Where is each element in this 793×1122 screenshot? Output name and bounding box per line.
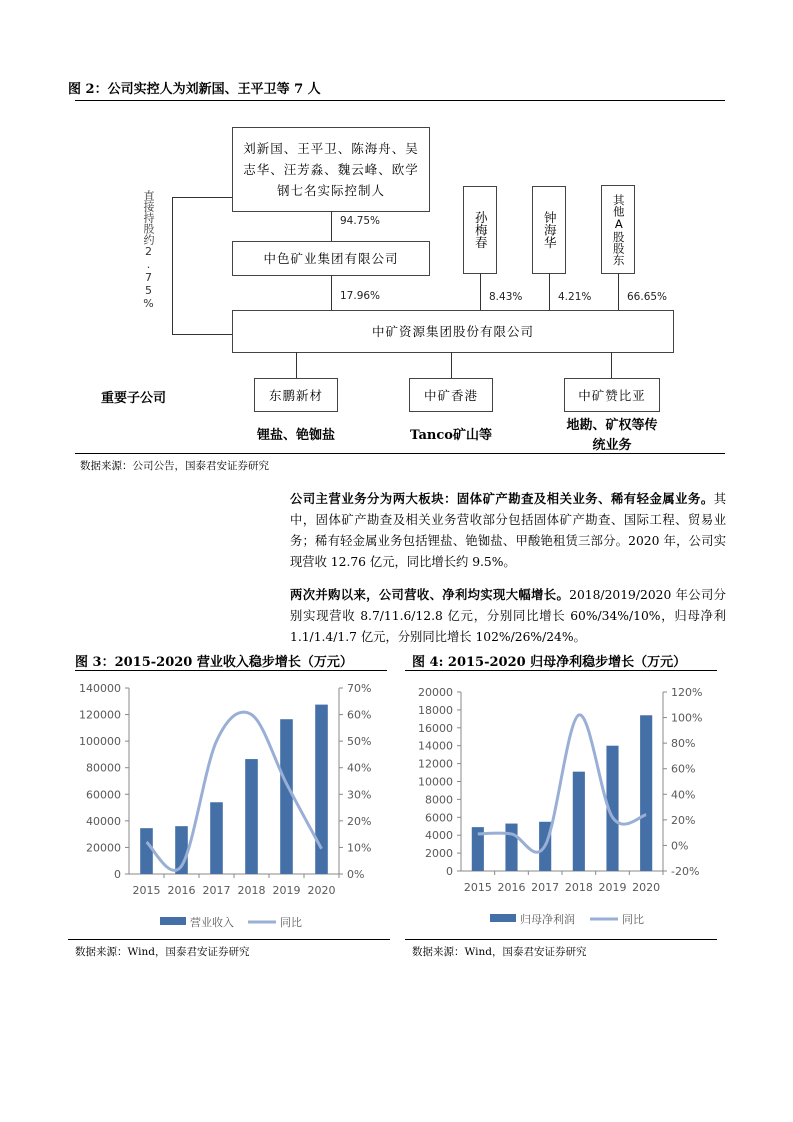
connector [172,197,173,334]
y-tick-label: 80000 [86,761,121,775]
y-tick-label: 6000 [425,811,453,825]
divider [405,670,717,671]
yoy-line [478,715,646,852]
connector [480,273,481,311]
divider [75,100,725,101]
y2-tick-label: 40% [347,761,372,775]
legend-line-label: 同比 [280,916,302,929]
shareholder-box: 孙梅春 [463,186,497,274]
legend-line-label: 同比 [622,913,644,926]
y2-tick-label: 60% [347,708,372,722]
y2-tick-label: 20% [671,813,696,827]
x-tick-label: 2016 [167,884,196,897]
controllers-pct: 94.75% [340,215,381,227]
paragraph-lead: 公司主营业务分为两大板块：固体矿产勘查及相关业务、稀有轻金属业务。 [290,491,714,506]
divider [75,670,387,671]
y-tick-label: 40000 [86,814,121,828]
y2-tick-label: 70% [347,682,372,695]
subsidiaries-label: 重要子公司 [101,391,167,406]
connector [331,275,332,311]
y-tick-label: 20000 [418,686,453,699]
x-tick-label: 2019 [598,881,627,894]
shareholder-pct: 8.43% [489,291,523,303]
y-tick-label: 60000 [86,788,121,802]
y2-tick-label: 120% [671,686,703,699]
figure-4-title: 图 4: 2015-2020 归母净利稳步增长（万元） [412,655,687,670]
bar [505,824,517,871]
y-tick-label: 4000 [425,829,453,843]
paragraph [290,584,726,648]
divider [75,453,725,454]
parent-pct: 17.96% [340,290,381,302]
bar [210,802,223,874]
y-tick-label: 0 [114,868,121,881]
figure-3-source: 数据来源：Wind，国泰君安证券研究 [75,946,250,958]
x-tick-label: 2019 [272,884,301,897]
connector [618,273,619,311]
shareholder-pct: 66.65% [627,291,668,303]
company-box: 中矿资源集团股份有限公司 [232,310,674,353]
paragraph [290,488,726,573]
y2-tick-label: 0% [347,868,365,881]
revenue-chart [60,672,400,932]
x-tick-label: 2017 [531,881,560,894]
bar [245,759,258,874]
legend-bar-label: 归母净利润 [520,913,575,926]
divider [405,939,717,940]
direct-hold-label: 直接持股约2.75% [142,190,155,310]
divider [68,939,390,940]
subsidiary-box: 中矿赞比亚 [564,378,660,412]
y2-tick-label: 60% [671,762,696,776]
connector [172,197,232,198]
legend-bar-swatch [160,917,186,925]
y2-tick-label: 80% [671,737,696,751]
y2-tick-label: 0% [671,839,689,853]
y2-tick-label: 40% [671,788,696,802]
y2-tick-label: 30% [347,788,372,802]
x-tick-label: 2015 [132,884,161,897]
figure-2-title: 图 2：公司实控人为刘新国、王平卫等 7 人 [68,82,321,97]
x-tick-label: 2016 [497,881,526,894]
bar [573,772,585,871]
x-tick-label: 2015 [463,881,492,894]
y-tick-label: 18000 [418,703,453,717]
subsidiary-box: 东鹏新材 [254,378,338,412]
y2-tick-label: 100% [671,711,703,725]
bar [140,828,153,874]
shareholder-box: 其他A股股东 [601,185,635,274]
bar [280,719,293,874]
subsidiary-desc: Tanco矿山等 [410,428,492,443]
x-tick-label: 2018 [564,881,593,894]
net-profit-chart [400,672,740,932]
x-tick-label: 2020 [632,881,661,894]
legend-bar-label: 营业收入 [190,916,234,929]
connector [451,352,452,378]
x-tick-label: 2017 [202,884,231,897]
controllers-box: 刘新国、王平卫、陈海舟、吴志华、汪芳淼、魏云峰、欧学钢七名实际控制人 [232,127,430,212]
connector [611,352,612,378]
yoy-line [147,712,322,870]
y-tick-label: 8000 [425,793,453,807]
subsidiary-desc: 地勘、矿权等传统业务 [566,418,658,453]
y2-tick-label: 50% [347,735,372,749]
paragraph-text: 其中，固体矿产勘查及相关业务营收部分包括固体矿产勘查、国际工程、贸易业务；稀有轻金属业务包括锂盐、铯铷盐、甲酸铯租赁三部分。2020 年，公司实现营收 12.76 亿元，同比增长约 9.5%。 [290,492,726,569]
y-tick-label: 120000 [79,708,121,722]
y-tick-label: 12000 [418,757,453,771]
y-tick-label: 0 [446,865,453,878]
paragraph-text: 2018/2019/2020 年公司分别实现营收 8.7/11.6/12.8 亿元，分别同比增长 60%/34%/10%，归母净利 1.1/1.4/1.7 亿元，分别同比增长 102%/26%/24%。 [290,588,726,644]
y2-tick-label: 20% [347,814,372,828]
shareholder-box: 钟海华 [532,186,566,274]
shareholder-pct: 4.21% [558,291,592,303]
x-tick-label: 2018 [237,884,266,897]
bar [640,715,652,871]
figure-3-title: 图 3：2015-2020 营业收入稳步增长（万元） [75,655,353,670]
connector [296,352,297,378]
parent-company-box: 中色矿业集团有限公司 [232,241,430,276]
y-tick-label: 16000 [418,721,453,735]
connector [331,211,332,241]
y-tick-label: 20000 [86,841,121,855]
legend-bar-swatch [490,914,516,922]
connector [172,334,232,335]
y-tick-label: 14000 [418,739,453,753]
y-tick-label: 100000 [79,735,121,749]
y-tick-label: 2000 [425,847,453,861]
figure-4-source: 数据来源：Wind，国泰君安证券研究 [412,946,587,958]
y2-tick-label: -20% [671,865,700,878]
y-tick-label: 140000 [79,682,121,695]
x-tick-label: 2020 [307,884,336,897]
connector [549,273,550,311]
y2-tick-label: 10% [347,841,372,855]
paragraph-lead: 两次并购以来，公司营收、净利均实现大幅增长。 [290,587,570,602]
subsidiary-desc: 锂盐、铯铷盐 [256,428,335,443]
figure-2-source: 数据来源：公司公告，国泰君安证券研究 [80,460,269,472]
subsidiary-box: 中矿香港 [409,378,493,412]
y-tick-label: 10000 [418,775,453,789]
